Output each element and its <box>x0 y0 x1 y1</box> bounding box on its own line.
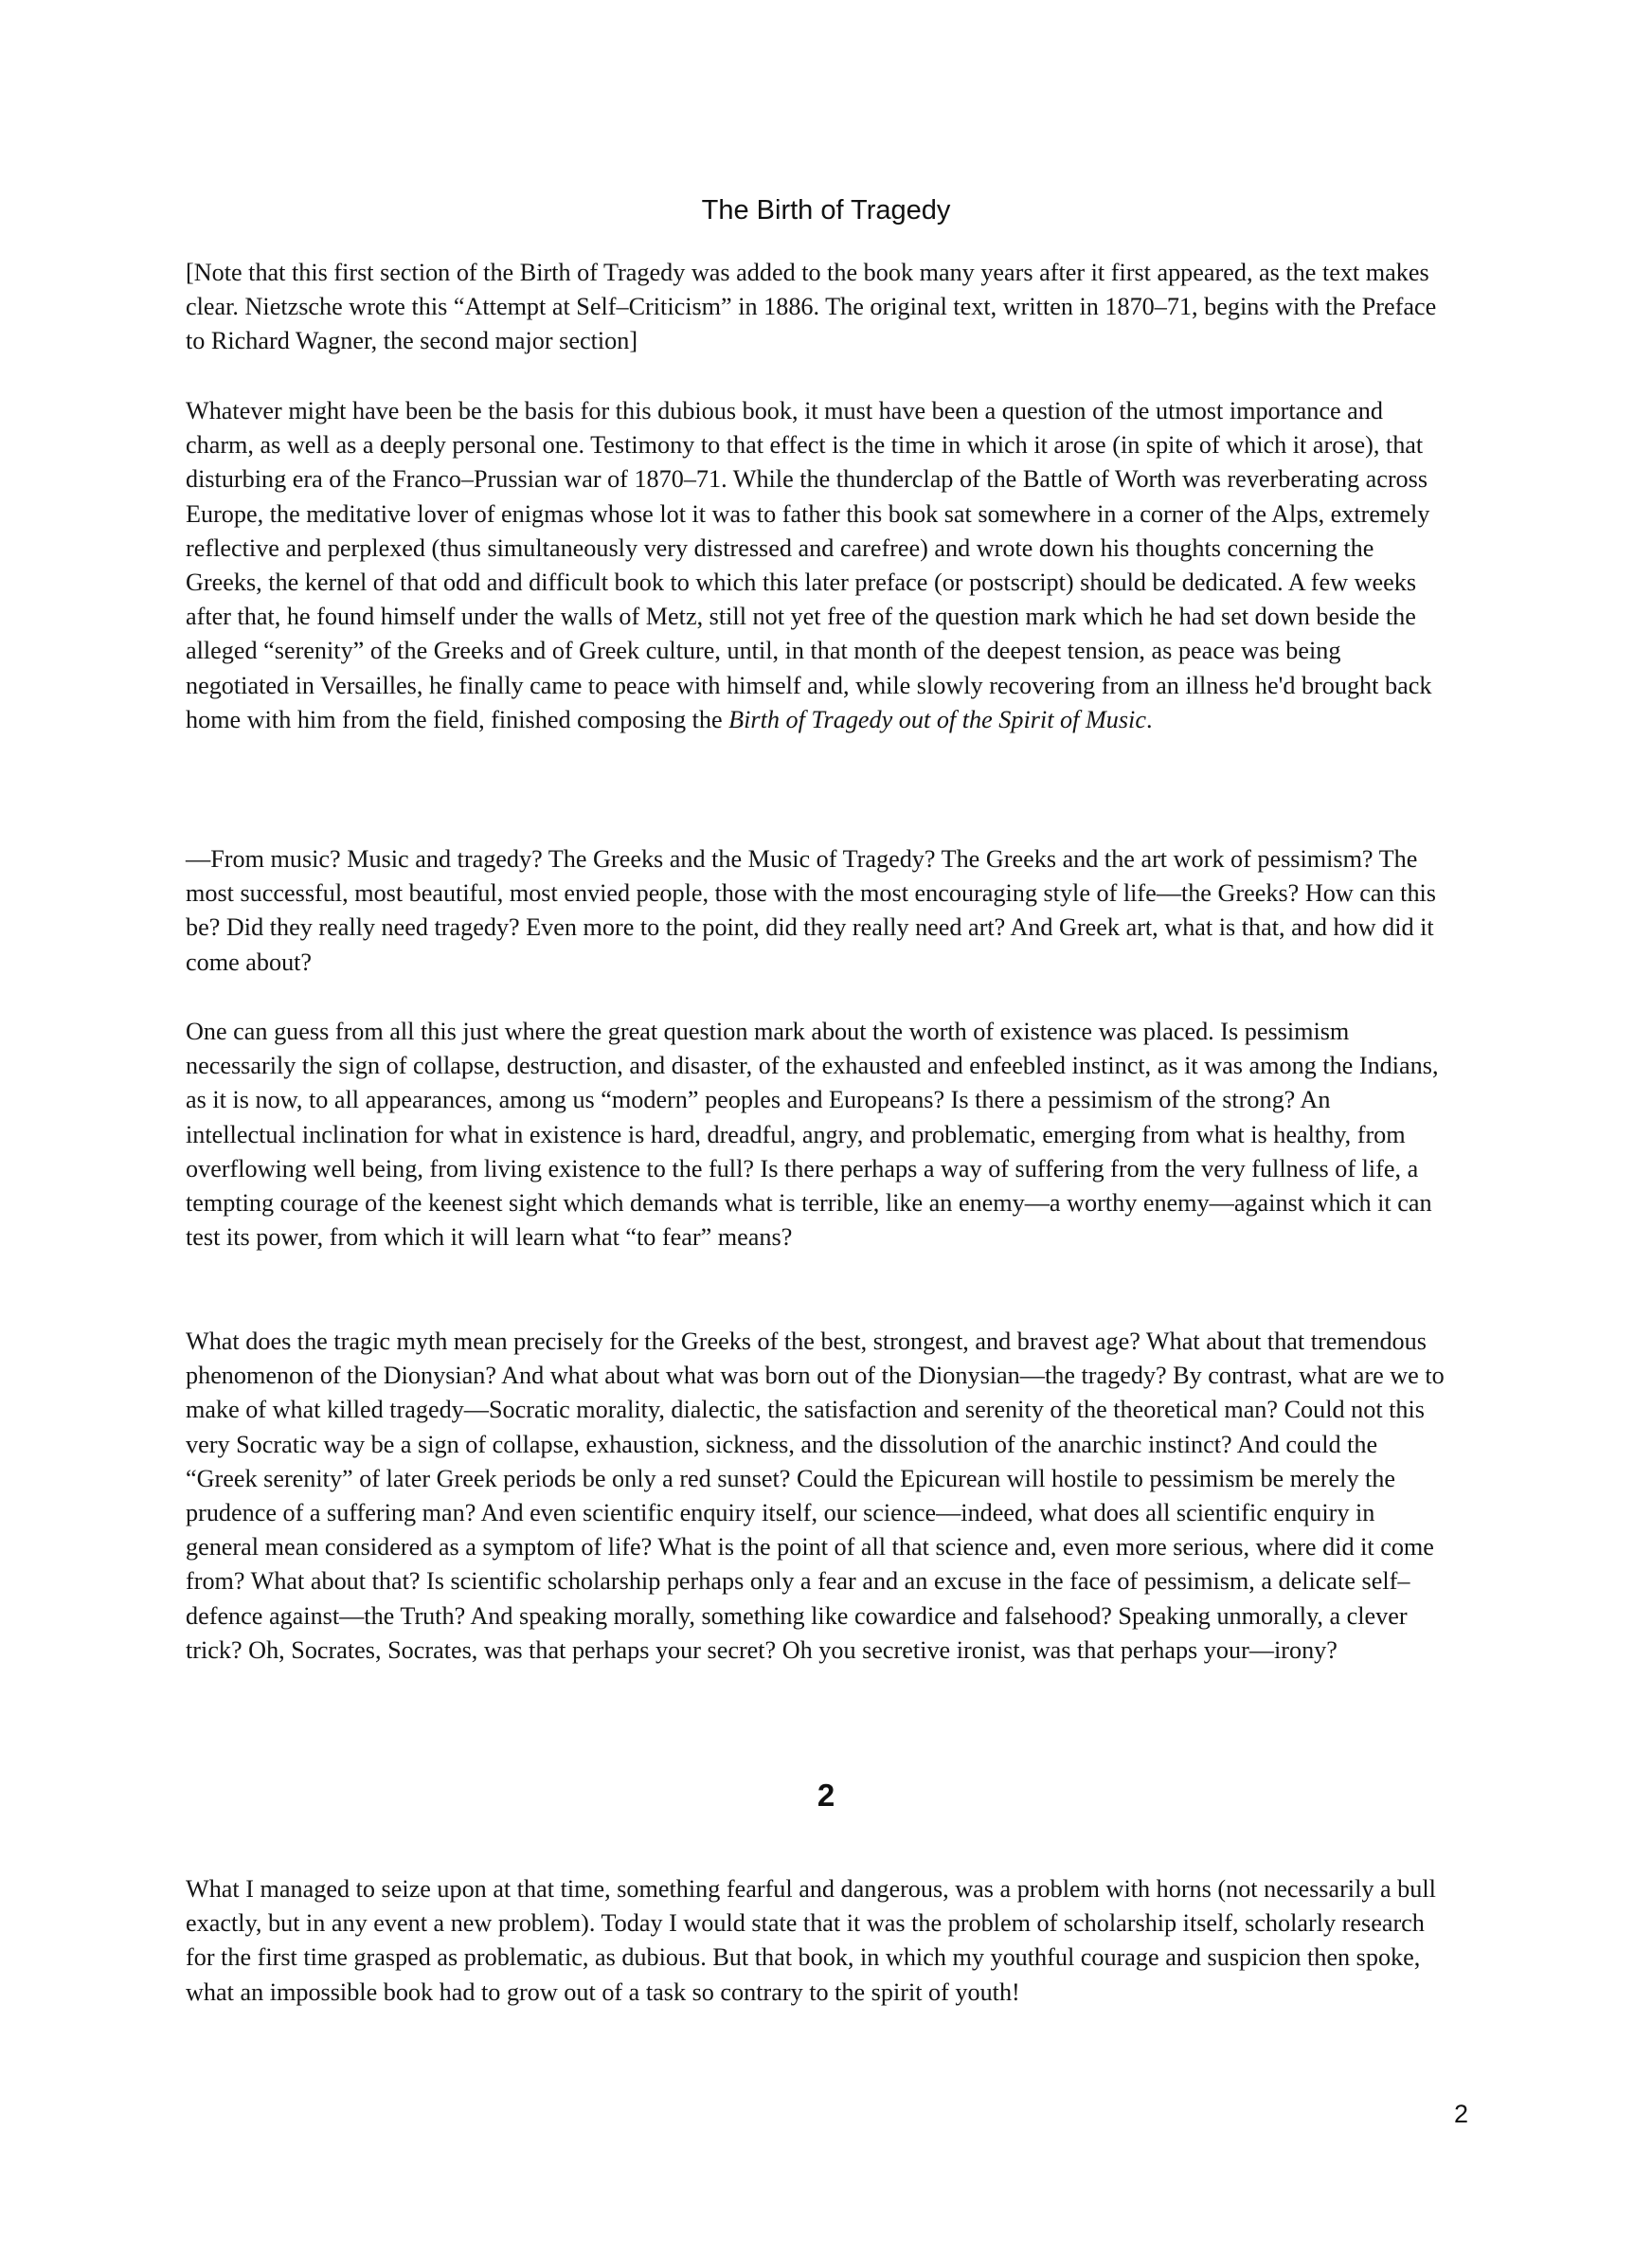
book-title-italic: Birth of Tragedy out of the Spirit of Music <box>728 705 1146 733</box>
paragraph-4: What does the tragic myth mean precisely for the Greeks of the best, strongest, and bravest age? What about that tremendous phenomenon of the Dionysian? And what about what was born out of the Dionysian—the tragedy? By contrast, what are we to make of what killed tragedy—Socratic morality, dialectic, the satisfaction and serenity of the theoretical man? Could not this very Socratic way be a sign of collapse, exhaustion, sickness, and the dissolution of the anarchic instinct? And could the “Greek serenity” of later Greek periods be only a red sunset? Could the Epicurean will hostile to pessimism be merely the prudence of a suffering man? And even scientific enquiry itself, our science—indeed, what does all scientific enquiry in general mean considered as a symptom of life? What is the point of all that science and, even more serious, where did it come from? What about that? Is scientific scholarship perhaps only a fear and an excuse in the face of pessimism, a delicate self–defence against—the Truth? And speaking morally, something like cowardice and falsehood? Speaking unmorally, a clever trick? Oh, Socrates, Socrates, was that perhaps your secret? Oh you secretive ironist, was that perhaps your—irony? <box>186 1327 1445 1664</box>
page-title: The Birth of Tragedy <box>701 195 951 226</box>
section-number: 2 <box>817 1778 835 1813</box>
page-number: 2 <box>1453 2100 1468 2128</box>
paragraph-3: One can guess from all this just where the great question mark about the worth of existence was placed. Is pessimism necessarily the sign of collapse, destruction, and disaster, of the exhausted and enfeebled instinct, as it was among the Indians, as it is now, to all appearances, among us “modern” peoples and Europeans? Is there a pessimism of the strong? An intellectual inclination for what in existence is hard, dreadful, angry, and problematic, emerging from what is healthy, from overflowing well being, from living existence to the full? Is there perhaps a way of suffering from the very fullness of life, a tempting courage of the keenest sight which demands what is terrible, like an enemy—a worthy enemy—against which it can test its power, from which it will learn what “to fear” means? <box>186 1018 1439 1252</box>
paragraph-5: What I managed to seize upon at that time, something fearful and dangerous, was a problem with horns (not necessarily a bull exactly, but in any event a new problem). Today I would state that it was the problem of scholarship itself, scholarly research for the first time grasped as problematic, as dubious. But that book, in which my youthful courage and suspicion then spoke, what an impossible book had to grow out of a task so contrary to the spirit of youth! <box>186 1875 1436 2006</box>
editor-note: [Note that this first section of the Birth of Tragedy was added to the book many years after it first appeared, as the text makes clear. Nietzsche wrote this “Attempt at Self–Criticism” in 1886. The original text, written in 1870–71, begins with the Preface to Richard Wagner, the second major section] <box>186 259 1437 355</box>
paragraph-1 <box>186 394 1446 737</box>
paragraph-1-end: . <box>1145 705 1153 733</box>
paragraph-2: —From music? Music and tragedy? The Greeks and the Music of Tragedy? The Greeks and the art work of pessimism? The most successful, most beautiful, most envied people, those with the most encouraging style of life—the Greeks? How can this be? Did they really need tragedy? Even more to the point, did they really need art? And Greek art, what is that, and how did it come about? <box>186 845 1437 976</box>
paragraph-1-text: Whatever might have been be the basis for this dubious book, it must have been a question of the utmost importance and charm, as well as a deeply personal one. Testimony to that effect is the time in which it arose (in spite of which it arose), that disturbing era of the Franco–Prussian war of 1870–71. While the thunderclap of the Battle of Worth was reverberating across Europe, the meditative lover of enigmas whose lot it was to father this book sat somewhere in a corner of the Alps, extremely reflective and perplexed (thus simultaneously very distressed and carefree) and wrote down his thoughts concerning the Greeks, the kernel of that odd and difficult book to which this later preface (or postscript) should be dedicated. A few weeks after that, he found himself under the walls of Metz, still not yet free of the question mark which he had set down beside the alleged “serenity” of the Greeks and of Greek culture, until, in that month of the deepest tension, as peace was being negotiated in Versailles, he finally came to peace with himself and, while slowly recovering from an illness he'd brought back home with him from the field, finished composing the <box>186 397 1432 733</box>
